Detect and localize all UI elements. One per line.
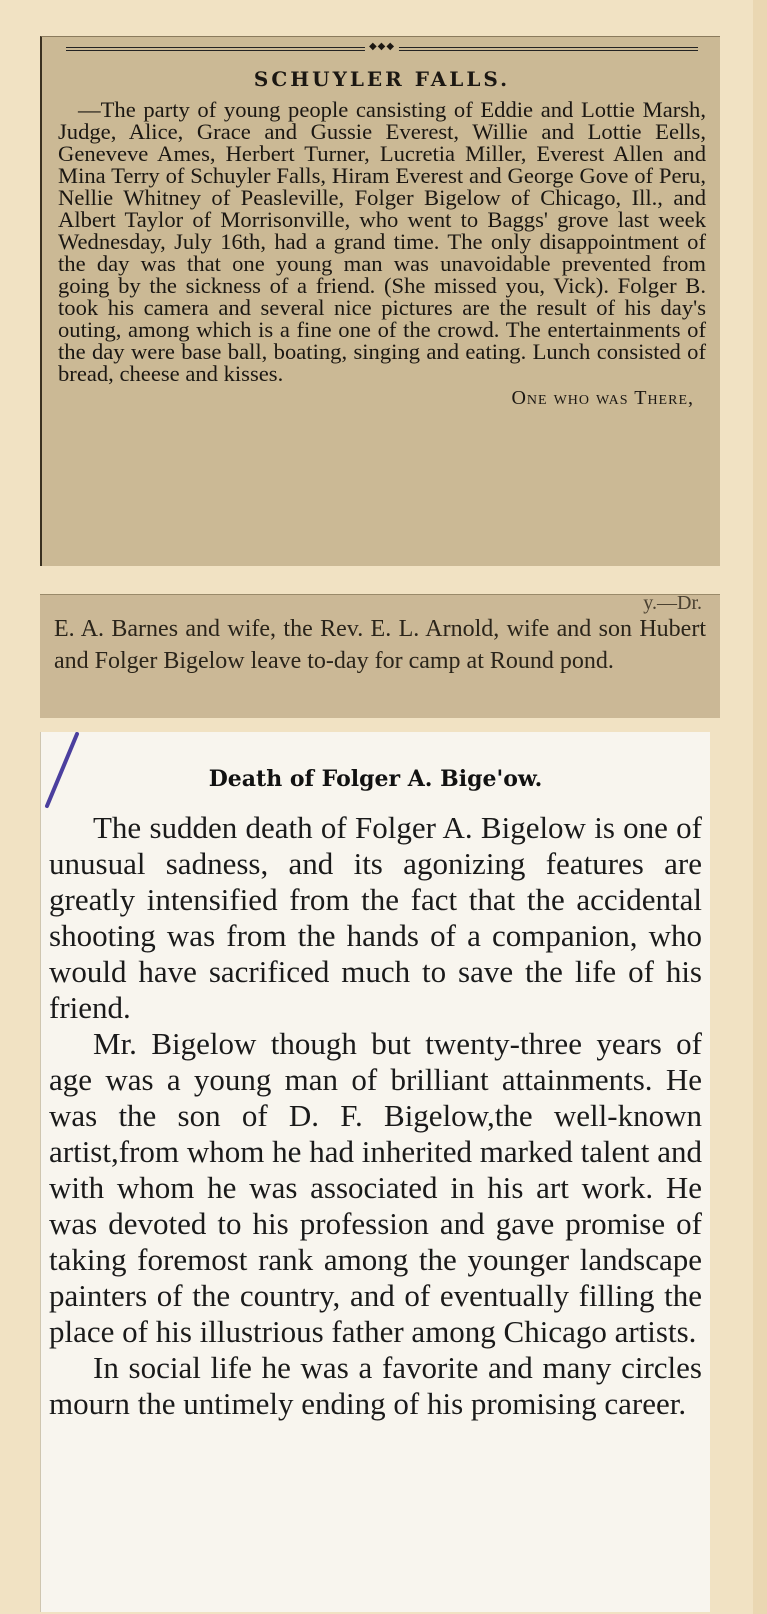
ornamental-rule [66,41,698,52]
torn-fragment-text: y.—Dr. [643,592,702,614]
clipping-heading: SCHUYLER FALLS. [253,67,511,91]
scrapbook-page-edge [753,0,767,1614]
obituary-paragraph: In social life he was a favorite and many circles mourn the untimely ending of his promising career. [49,1350,702,1421]
obituary-paragraph: The sudden death of Folger A. Bigelow is one of unusual sadness, and its agonizing features are greatly intensified from the fact that the accidental shooting was from the hands of a companion, who would have sacrificed much to save the life of his friend. [49,810,702,1025]
obituary-heading: Death of Folger A. Bige'ow. [208,766,543,792]
round-pond-clipping [40,594,720,718]
clipping-body: —The party of young people cansisting of Eddie and Lottie Marsh, Judge, Alice, Grace and Gussie Everest, Willie and Lottie Eells, Geneveve Ames, Herbert Turner, Lucretia Miller, Everest Allen and Mina Terry of Schuyler Falls, Hiram Everest and George Gove of Peru, Nellie Whitney of Peasleville, Folger Bigelow of Chicago, Ill., and Albert Taylor of Morrisonville, who went to Baggs' grove last week Wednesday, July 16th, had a grand time. The only disappointment of the day was that one young man was unavoidable prevented from going by the sickness of a friend. (She missed you, Vick). Folger B. took his camera and several nice pictures are the result of his day's outing, among which is a fine one of the crowd. The entertainments of the day were base ball, boating, singing and eating. Lunch consisted of bread, cheese and kisses. [58,97,706,386]
ornament-icon: ◆◆◆ [365,41,399,53]
pen-mark-icon [43,732,83,812]
clipping-signature: One who was There, [511,387,694,409]
obituary-paragraph: Mr. Bigelow though but twenty-three years of age was a young man of brilliant attainments. He was the son of D. F. Bigelow,the well-known artist,from whom he had inherited marked talent and with whom he was associated in his art work. He was devoted to his profession and gave promise of taking foremost rank among the younger landscape painters of the country, and of eventually filling the place of his illustrious father among Chicago artists. [49,1026,702,1349]
schuyler-falls-clipping [40,36,720,566]
obituary-clipping [40,732,710,1612]
clipping-body: E. A. Barnes and wife, the Rev. E. L. Arnold, wife and son Hubert and Folger Bigelow leave to-day for camp at Round pond. [54,616,706,674]
